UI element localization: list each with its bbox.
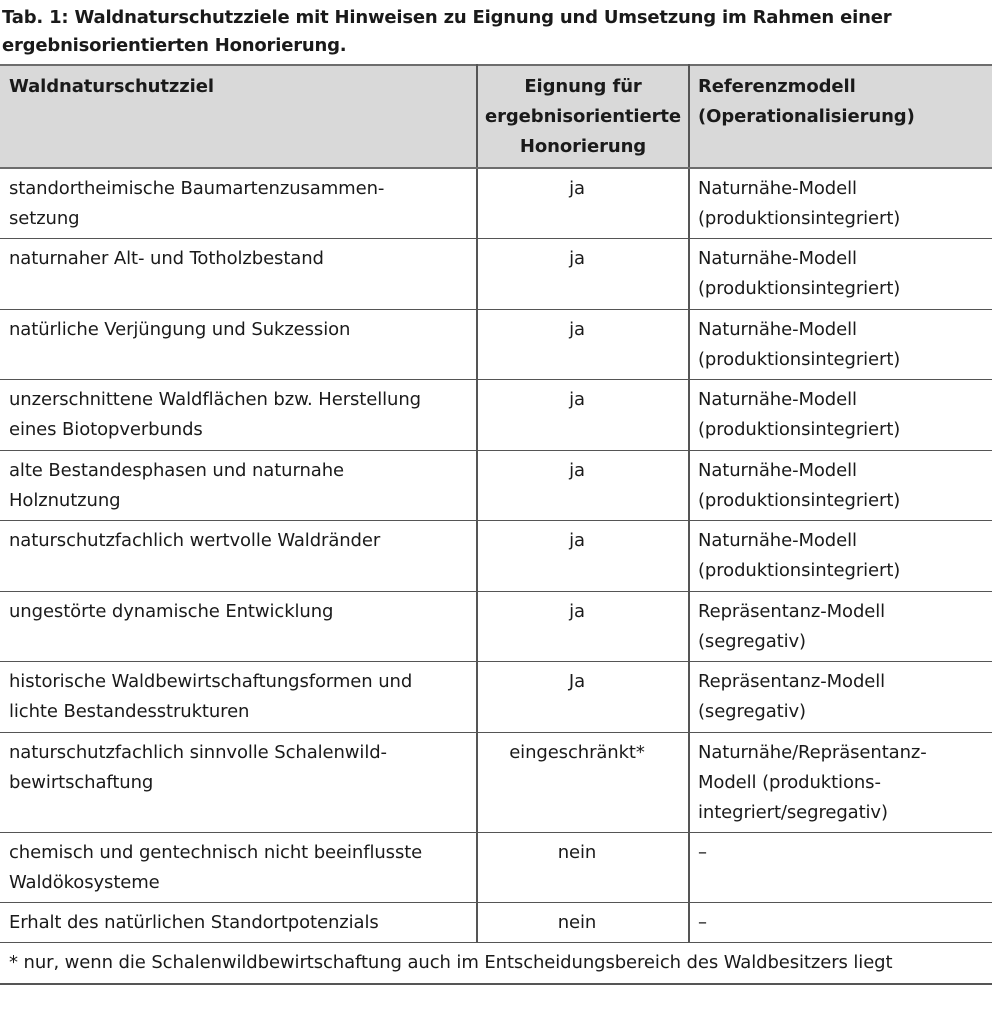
cell-line: chemisch und gentechnisch nicht beeinflusste: [9, 841, 423, 863]
cell-line: Naturnähe-Modell: [698, 389, 857, 410]
table-row: [0, 309, 992, 380]
cell-line: Repräsentanz-Modell: [698, 671, 886, 692]
cell-line: naturschutzfachlich sinnvolle Schalenwild-: [9, 741, 387, 763]
cell-line: (produktionsintegriert): [698, 278, 901, 299]
cell-line: (produktionsintegriert): [698, 348, 901, 370]
cell-eignung: ja: [477, 450, 689, 521]
cell-line: integriert/segregativ): [698, 801, 888, 823]
table-row: [0, 903, 992, 943]
cell-referenzmodell: [689, 662, 992, 733]
cell-waldnaturschutzziel: [0, 662, 477, 733]
caption-line-1: Tab. 1: Waldnaturschutzziele mit Hinweisen zu Eignung und Umsetzung im Rahmen einer: [2, 7, 892, 28]
cell-line: –: [698, 912, 707, 933]
cell-line: unzerschnittene Waldflächen bzw. Herstellung: [9, 389, 421, 410]
cell-waldnaturschutzziel: [0, 521, 477, 592]
cell-line: (produktionsintegriert): [698, 419, 901, 440]
cell-line: (produktionsintegriert): [698, 560, 901, 581]
cell-waldnaturschutzziel: [0, 239, 477, 310]
cell-line: Naturnähe-Modell: [698, 248, 857, 269]
header-referenzmodell-line: (Operationalisierung): [698, 106, 915, 127]
cell-waldnaturschutzziel: [0, 168, 477, 239]
cell-line: Naturnähe-Modell: [698, 530, 857, 551]
table-row: [0, 380, 992, 451]
waldnaturschutz-table: [0, 64, 992, 985]
cell-eignung: ja: [477, 239, 689, 310]
cell-line: eines Biotopverbunds: [9, 419, 203, 440]
cell-eignung: nein: [477, 832, 689, 903]
cell-waldnaturschutzziel: [0, 591, 477, 662]
cell-line: naturnaher Alt- und Totholzbestand: [9, 248, 324, 269]
cell-referenzmodell: [689, 450, 992, 521]
cell-eignung: Ja: [477, 662, 689, 733]
cell-referenzmodell: [689, 832, 992, 903]
header-eignung-line: Eignung für: [524, 76, 642, 97]
cell-referenzmodell: [689, 903, 992, 943]
cell-referenzmodell: [689, 168, 992, 239]
cell-waldnaturschutzziel: [0, 832, 477, 903]
cell-line: naturschutzfachlich wertvolle Waldränder: [9, 530, 381, 551]
table-body: [0, 168, 992, 943]
table-row: [0, 591, 992, 662]
footnote-row: [0, 943, 992, 985]
cell-line: ungestörte dynamische Entwicklung: [9, 600, 334, 622]
cell-eignung: ja: [477, 309, 689, 380]
cell-waldnaturschutzziel: [0, 450, 477, 521]
cell-line: Holznutzung: [9, 489, 121, 511]
header-eignung-line: ergebnisorientierte: [485, 106, 681, 127]
cell-line: Naturnähe-Modell: [698, 178, 857, 199]
cell-line: (segregativ): [698, 701, 806, 722]
header-referenzmodell: [689, 65, 992, 168]
cell-eignung: eingeschränkt*: [477, 732, 689, 832]
table-row: [0, 521, 992, 592]
table-caption: [2, 4, 987, 60]
cell-line: lichte Bestandesstrukturen: [9, 701, 250, 722]
cell-line: Naturnähe/Repräsentanz-: [698, 741, 927, 763]
cell-waldnaturschutzziel: [0, 732, 477, 832]
cell-line: (produktionsintegriert): [698, 208, 901, 229]
cell-referenzmodell: [689, 309, 992, 380]
cell-line: alte Bestandesphasen und naturnahe: [9, 459, 344, 481]
header-referenzmodell-line: Referenzmodell: [698, 76, 856, 97]
cell-line: natürliche Verjüngung und Sukzession: [9, 318, 351, 340]
cell-line: bewirtschaftung: [9, 771, 154, 793]
cell-line: standortheimische Baumartenzusammen-: [9, 178, 385, 199]
cell-referenzmodell: [689, 521, 992, 592]
cell-referenzmodell: [689, 380, 992, 451]
cell-line: setzung: [9, 208, 80, 229]
cell-referenzmodell: [689, 591, 992, 662]
table-row: [0, 662, 992, 733]
cell-line: historische Waldbewirtschaftungsformen und: [9, 671, 413, 692]
cell-referenzmodell: [689, 239, 992, 310]
table-row: [0, 450, 992, 521]
cell-eignung: ja: [477, 591, 689, 662]
caption-line-2: ergebnisorientierten Honorierung.: [2, 35, 347, 56]
cell-waldnaturschutzziel: [0, 903, 477, 943]
cell-waldnaturschutzziel: [0, 380, 477, 451]
cell-line: (segregativ): [698, 630, 806, 652]
cell-line: Naturnähe-Modell: [698, 459, 857, 481]
cell-line: Erhalt des natürlichen Standortpotenzials: [9, 912, 379, 933]
header-eignung: [477, 65, 689, 168]
footnote: * nur, wenn die Schalenwildbewirtschaftung auch im Entscheidungsbereich des Waldbesitzers liegt: [0, 943, 992, 985]
cell-line: (produktionsintegriert): [698, 489, 901, 511]
cell-line: –: [698, 841, 707, 863]
table-row: [0, 832, 992, 903]
header-row: [0, 65, 992, 168]
cell-line: Waldökosysteme: [9, 871, 160, 893]
table-row: [0, 168, 992, 239]
table-row: [0, 239, 992, 310]
table-row: [0, 732, 992, 832]
cell-line: Repräsentanz-Modell: [698, 600, 886, 622]
cell-eignung: ja: [477, 521, 689, 592]
cell-eignung: ja: [477, 168, 689, 239]
cell-eignung: ja: [477, 380, 689, 451]
cell-referenzmodell: [689, 732, 992, 832]
cell-waldnaturschutzziel: [0, 309, 477, 380]
cell-eignung: nein: [477, 903, 689, 943]
header-waldnaturschutzziel: Waldnaturschutzziel: [0, 65, 477, 168]
header-eignung-line: Honorierung: [519, 136, 647, 157]
cell-line: Modell (produktions-: [698, 771, 881, 793]
cell-line: Naturnähe-Modell: [698, 318, 857, 340]
